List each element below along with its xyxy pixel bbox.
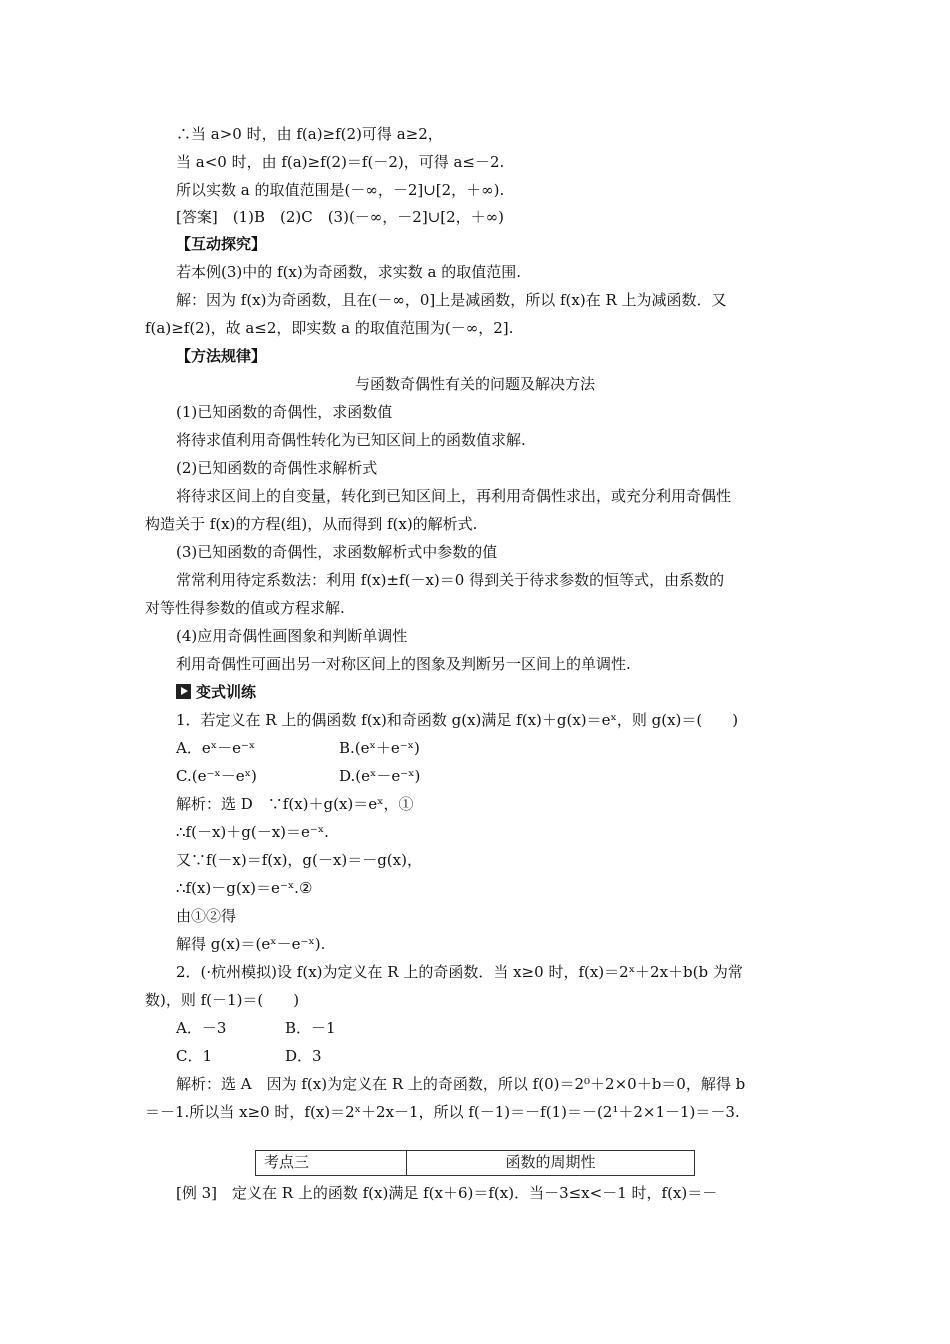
- q2-stem-cont: 数)，则 f(－1)＝( ): [145, 991, 300, 1009]
- ln-31: 解得 g(x)＝(eˣ－e⁻ˣ).: [176, 935, 326, 953]
- q1-stem: 1．若定义在 R 上的偶函数 f(x)和奇函数 g(x)满足 f(x)＋g(x)＝eˣ，则 g(x)＝( ): [176, 711, 739, 729]
- ln-7: f(a)≥f(2)，故 a≤2，即实数 a 的取值范围为(－∞，2].: [145, 319, 514, 337]
- ln-2: 所以实数 a 的取值范围是(－∞，－2]∪[2，＋∞).: [176, 181, 505, 199]
- answer-line: [答案] (1)B (2)C (3)(－∞，－2]∪[2，＋∞): [176, 208, 505, 226]
- ln-15: (3)已知函数的奇偶性，求函数解析式中参数的值: [176, 543, 498, 561]
- ln-1: 当 a<0 时，由 f(a)≥f(2)＝f(－2)，可得 a≤－2.: [176, 153, 505, 171]
- play-icon: [176, 684, 191, 699]
- ln-38: 解析：选 A 因为 f(x)为定义在 R 上的奇函数，所以 f(0)＝2⁰＋2×0＋b＝0，解得 b: [176, 1075, 746, 1093]
- heading-variant: 变式训练: [196, 683, 257, 701]
- topic-table: [255, 1150, 695, 1176]
- q1-option-a: A．eˣ－e⁻ˣ: [176, 739, 256, 757]
- ln-18: (4)应用奇偶性画图象和判断单调性: [176, 627, 408, 645]
- ln-28: 又∵f(－x)＝f(x)，g(－x)＝－g(x)，: [176, 851, 422, 869]
- topic-title: 函数的周期性: [505, 1153, 596, 1171]
- ln-13: 将待求区间上的自变量，转化到已知区间上，再利用奇偶性求出，或充分利用奇偶性: [176, 487, 732, 505]
- ln-11: 将待求值利用奇偶性转化为已知区间上的函数值求解.: [176, 431, 526, 449]
- ln-10: (1)已知函数的奇偶性，求函数值: [176, 403, 393, 421]
- q1-option-c: C.(e⁻ˣ－eˣ): [176, 767, 257, 785]
- ln-19: 利用奇偶性可画出另一对称区间上的图象及判断另一区间上的单调性.: [176, 655, 631, 673]
- q1-option-d: D.(eˣ－e⁻ˣ): [339, 767, 421, 785]
- ln-27: ∴f(－x)＋g(－x)＝e⁻ˣ.: [176, 823, 329, 841]
- topic-number: 考点三: [256, 1151, 407, 1175]
- q2-stem: 2．(·杭州模拟)设 f(x)为定义在 R 上的奇函数．当 x≥0 时，f(x)＝2ˣ＋2x＋b(b 为常: [176, 963, 743, 981]
- heading-interactive: 【互动探究】: [176, 235, 267, 253]
- ln-30: 由①②得: [176, 907, 237, 925]
- q2-option-b: B．－1: [285, 1019, 336, 1037]
- ln-12: (2)已知函数的奇偶性求解析式: [176, 459, 378, 477]
- ln-29: ∴f(x)－g(x)＝e⁻ˣ.②: [176, 879, 313, 897]
- q2-option-a: A．－3: [176, 1019, 227, 1037]
- ln-6: 解：因为 f(x)为奇函数，且在(－∞，0]上是减函数，所以 f(x)在 R 上为减函数．又: [176, 291, 727, 309]
- ln-16: 常常利用待定系数法：利用 f(x)±f(－x)＝0 得到关于待求参数的恒等式，由系数的: [176, 571, 725, 589]
- ln-39: ＝－1.所以当 x≥0 时，f(x)＝2ˣ＋2x－1，所以 f(－1)＝－f(1)＝－(2¹＋2×1－1)＝－3.: [145, 1103, 740, 1121]
- ln-0: ∴当 a>0 时，由 f(a)≥f(2)可得 a≥2，: [176, 125, 443, 143]
- heading-method: 【方法规律】: [176, 347, 267, 365]
- q2-option-c: C．1: [176, 1047, 213, 1065]
- ln-26: 解析：选 D ∵f(x)＋g(x)＝eˣ，①: [176, 795, 414, 813]
- ln-14: 构造关于 f(x)的方程(组)，从而得到 f(x)的解析式.: [145, 515, 478, 533]
- q1-option-b: B.(eˣ＋e⁻ˣ): [339, 739, 420, 757]
- ln-5: 若本例(3)中的 f(x)为奇函数，求实数 a 的取值范围.: [176, 263, 521, 281]
- ln-17: 对等性得参数的值或方程求解.: [145, 599, 345, 617]
- method-title: 与函数奇偶性有关的问题及解决方法: [354, 375, 595, 393]
- example-3: [例 3] 定义在 R 上的函数 f(x)满足 f(x＋6)＝f(x)．当－3≤x<－1 时，f(x)＝－: [176, 1184, 718, 1202]
- q2-option-d: D．3: [285, 1047, 322, 1065]
